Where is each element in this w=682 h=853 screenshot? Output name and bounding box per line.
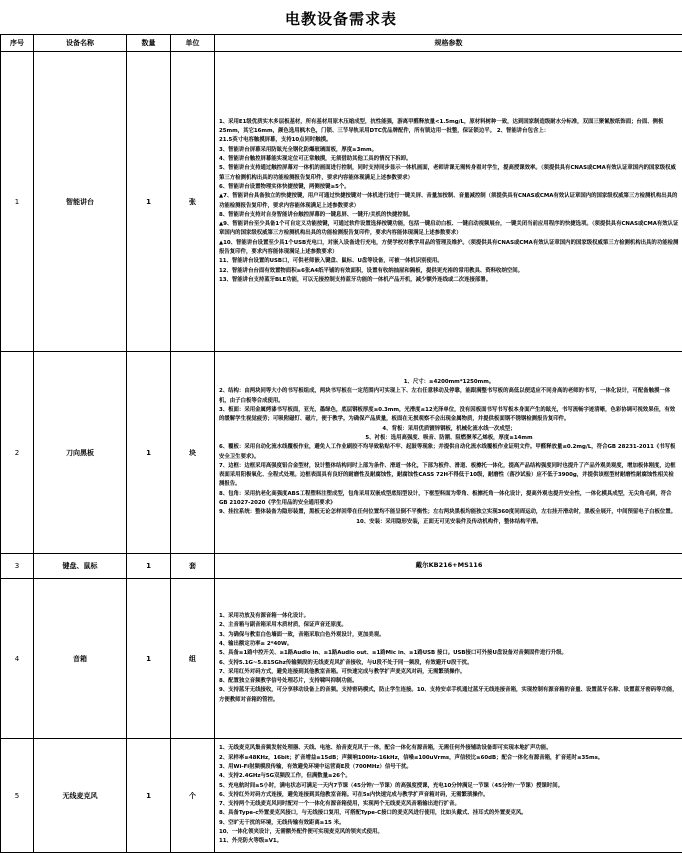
spec-line: 9、空旷无干扰的环境，无线传输有效距离≥15 米。 — [219, 819, 679, 828]
row-name: 音箱 — [34, 579, 127, 739]
spec-line: 2、采样率≥48KHz，16bit；扩音增益≥15dB；声频响100Hz-16kHz，信噪≤100uVrms，声信较比≥60dB；配合一体化有源音箱，扩音延时≤35ms。 — [219, 754, 679, 763]
table-row — [1, 352, 682, 554]
header-no: 序号 — [1, 35, 34, 52]
row-qty: 1 — [127, 554, 171, 579]
table-row — [1, 579, 682, 739]
header-name: 设备名称 — [34, 35, 127, 52]
spec-line: ▲7、智能讲台具备独立的快捷按键，用户可通过快捷按键对一体机进行进行一键关屏、音量加按制、音量减控制（须提供具有CNAS或CMA有效认证章国内的国家级权威第三方检测机构出具的功能检测报告复印件，要求内容能体现满足上述参数要求） — [219, 192, 679, 211]
spec-line: 2、结构：由两块同等大小的书写板组成，两块书写板在一定范围内可实现上下、左右任意移动及停靠，能跟满整书写板的高低以便适应不同身高的老师的书写，一体化设计，可配备触摸一体机，由子白板等合成使用。 — [219, 387, 679, 406]
spec-line: 6、覆板：采用自动化流水线覆板作业，避免人工作业刷胶不均导致粘贴不牢、起鼓等现象；并提供自动化流水线覆板作业证明文件。甲醛释放量≤0.2mg/L，符合GB 28231-2011《书写板安全卫生要求》。 — [219, 443, 679, 462]
page-title: 电教设备需求表 — [0, 8, 682, 29]
spec-line: 8、包角：采用抗老化高强度ABS工程塑料注塑成型，包角采用双嵌成型底铝型设计，下框型料面为带角、板擦托角一体化设计，提高外观也提升安全性，一体化模具成型，无尖角毛刺，符合GB 21027-2020《学生用品的安全通用要求》 — [219, 490, 679, 509]
spec-line: 1、无线麦克风集音频发射处理器、天线、电池、拾音麦克风于一体，配合一体化有源音箱，无需任何外接辅助设备即可实现本地扩声功能。 — [219, 744, 679, 753]
header-spec: 规格参数 — [215, 35, 682, 52]
spec-line: 10、安装：采用隐形安装，正面无可见安装件及传动机构件，整体结构平滑。 — [219, 518, 679, 527]
spec-line: 6、支持5.1G~5.815Ghz传输频段的无线麦克风扩音接收，与U段不处于同一频段，有效避开U段干扰。 — [219, 659, 679, 668]
row-spec — [215, 739, 682, 853]
row-name: 智能讲台 — [34, 52, 127, 352]
spec-line: 9、挂拉系统：整体装备为隐形装置，黑板无论怎样回带在任何位置均不能呈倒不平衡性；左右两块黑板均能独立实现360度同周运动，左右挂开滑动时，黑板全展开，中间预留电子白板位置。 — [219, 508, 679, 517]
spec-line: 5、具备≥1路中控开关、≥1路Audio in、≥1路Audio out、≥1路Mic in、≥1路USB 接口。USB接口可外接U盘设备对音频固件进行升级。 — [219, 649, 679, 658]
row-name: 刀向黑板 — [34, 352, 127, 554]
spec-line: ▲9、智能讲台至少具备1个可自定义功能按键，可通过软件设置选择按键功能，包括一键启动白板、一键启动视频展台，一键关闭当前应用程序的快捷选项。（须提供具有CNAS或CMA有效认证章国内的国家级权威第三方检测机构出具的功能检测报告复印件，要求内容能体现满足上述参数要求） — [219, 220, 679, 239]
spec-line: 12、智能讲台台面有效置物面积≥6张A4纸平铺的有效面积，设置有收纳抽屉和隔板，提供更充裕的常用教具、资料收纳空间。 — [219, 267, 679, 276]
spec-line: 10、一体化领夹设计，无需额外配件便可实现麦克风的领夹式使用。 — [219, 828, 679, 837]
spec-line: 13、智能讲台支持蓝牙BLE功能，可以无接控制支持蓝牙功能的一体机产品开机，减少额外连线或二次连接部署。 — [219, 276, 679, 285]
spec-line: 1、尺寸：≥4200mm*1250mm。 — [219, 378, 679, 387]
row-qty: 1 — [127, 352, 171, 554]
spec-line: 6、智能讲台设置物理实体快捷按键，两侧按键≥5个。 — [219, 183, 679, 192]
spec-line: 4、背板：采用优质镀锌钢板，机械化流水线一次成型； — [219, 425, 679, 434]
row-qty: 1 — [127, 579, 171, 739]
row-unit: 套 — [171, 554, 215, 579]
header-unit: 单位 — [171, 35, 215, 52]
row-no: 4 — [1, 579, 34, 739]
spec-line: 4、支持2.4GHz与5G双频段工作，但满数量≥26个。 — [219, 772, 679, 781]
spec-line: 8、配置独立音频教学信号处理芯片，支持啸叫抑制功能。 — [219, 677, 679, 686]
spec-line: 4、输出额定功率≥ 2*40W。 — [219, 640, 679, 649]
spec-line: 11、外壳防火等级≥V1。 — [219, 837, 679, 846]
row-unit: 个 — [171, 739, 215, 853]
header-row — [1, 35, 682, 52]
spec-line: 4、智能讲台触控屏幕能实现定位可正常触摸，无须借助其他工具的情况下拆卸。 — [219, 155, 679, 164]
row-no: 2 — [1, 352, 34, 554]
row-no: 1 — [1, 52, 34, 352]
header-qty: 数量 — [127, 35, 171, 52]
spec-line: 9、支持蓝牙无线接收，可分享移动设备上的音频。支持密码模式，防止学生连接。10、支持安卓手机通过蓝牙无线连接音箱，实现控制有源音箱的音量、设置蓝牙名称、设置蓝牙密码等功能，方便教师对音箱的管控。 — [219, 686, 679, 705]
table-row — [1, 52, 682, 352]
spec-line: 6、支持红外对码方式连接，避免连接到其他教室音箱。可在5s内快速完成与教学扩声音箱对码，无需繁琐操作。 — [219, 791, 679, 800]
row-spec — [215, 352, 682, 554]
table-row — [1, 554, 682, 579]
row-spec — [215, 52, 682, 352]
spec-line: 11、智能讲台设置的USB口，可供老师嵌入键盘、鼠标、U盘等设备，可被一体机识别使用。 — [219, 257, 679, 266]
spec-line: 7、边框：边框采用高强度铝合金型材，设计整体结构同时上部为条件、滑道一体化，下部为板件、滑道、板擦托一体化，提高产品结构强度同时也提升了产品外观美观度，增加板体刚度，边框表面采用阳极氧化、全程式处理。边框表面具有良好的耐磨性及耐腐蚀性，耐腐蚀性CASS 72H不得低于10级，耐磨性（落沙试验）应不低于3900g，并提供该框型材耐磨性耐腐蚀性相关检测报告。 — [219, 462, 679, 490]
spec-line: 5、智能讲台支持通过触控屏幕对一体机的画面进行控制，同时支持同步显示一体机画面，老师讲课无需转身看对学生，提高授课效率。（须提供具有CNAS或CMA有效认证章国内的国家级权威第三方检测机构出具的功能检测报告复印件，要求内容能体现满足上述参数要求） — [219, 164, 679, 183]
row-spec: 戴尔KB216+MS116 — [215, 554, 682, 579]
spec-line: ▲10、智能讲台设置至少具1个USB充电口，对嵌入设备进行充电，方便学校对教学用品的管理及维护。（须提供具有CNAS或CMA有效认证章国内的国家级权威第三方检测机构出具的功能检测报告复印件，要求内容能体现满足上述参数要求） — [219, 239, 679, 258]
row-unit: 块 — [171, 352, 215, 554]
row-qty: 1 — [127, 52, 171, 352]
row-name: 无线麦克风 — [34, 739, 127, 853]
row-no: 5 — [1, 739, 34, 853]
row-unit: 组 — [171, 579, 215, 739]
spec-line: 1、采用E1级优质实木多层板基材，所有基材用原木压缩成型，抗性能强，游离甲醛释放量<1.5mg/L，原材料树种一致，达到国家制造级耐水分标准，双面三聚氰胺纸饰面；台面、侧板25mm，其它16mm，颜色选用枫木色，门锁、三节导轨采用DTC优品牌配件，所有锁边用一批整，保证锁边平。 2、智能讲台包含上： — [219, 118, 679, 137]
row-no: 3 — [1, 554, 34, 579]
row-unit: 张 — [171, 52, 215, 352]
spec-line: 7、支持两个无线麦克风同时配对一个一体化有源音箱使用，实现两个无线麦克风音箱输出进行扩音。 — [219, 800, 679, 809]
spec-line: 3、用Wi-Fi射频模段传输，有效避免环境中运营商E段（700MHz）信号干扰。 — [219, 763, 679, 772]
spec-line: 5、充电航时间≥5小时，满电状态可满足一天内7节课（45分钟/一节课）的高强度授课，充电10分钟满足一节课（45分钟/一节课）授课时间。 — [219, 782, 679, 791]
row-spec — [215, 579, 682, 739]
spec-line: 7、采用红外对码方式，避免连接到其他教室音箱。可快速完成与教学扩声麦克风对码，无需繁琐操作。 — [219, 668, 679, 677]
spec-line: 8、智能讲台支持对自身智能讲台触控屏幕的一键息屏、一键开/关机的快捷控制。 — [219, 211, 679, 220]
spec-line: 3、为确保与教室白色墙面一致，音箱采取白色外观设计，更加美观。 — [219, 631, 679, 640]
equipment-table — [0, 34, 682, 853]
spec-line: 8、具备Type-c外置麦克风接口，与无线接口复用，可搭配Type-C接口的麦克风进行使用，比如头戴式、挂耳式的外置麦克风。 — [219, 809, 679, 818]
spec-line: 3、智能讲台屏幕采用防眩光全钢化防爆玻璃面板，厚度≥3mm。 — [219, 146, 679, 155]
spec-line: 21.5英寸电容触摸屏幕，支持10点同时触摸。 — [219, 136, 679, 145]
title-row — [0, 0, 682, 34]
spec-line: 5、衬板：选用高强度、吸音、防潮、阻燃聚苯乙烯板，厚度≥14mm — [219, 434, 679, 443]
spec-line: 1、采用功放及有源音箱一体化设计。 — [219, 612, 679, 621]
spec-line: 3、板面：采用金属烤漆书写板面，亚光，墨绿色，底层钢板厚度≥0.3mm，光滑度≤12光泽单位，没有因板面书写书写板本身面产生的眩光，书写流畅字迹清晰，色彩协调可视效果佳，有效的缓解学生视觉疲劳；可吸附磁钉、磁片，便于教学。为确保产品质量，板面在无损观察不会出现金属物质，并提供板面钢不锈钢检测报告复印件。 — [219, 406, 679, 425]
spec-line: 2、主音箱与副音箱采用木质材质，保证声音还原度。 — [219, 621, 679, 630]
row-name: 键盘、鼠标 — [34, 554, 127, 579]
row-qty: 1 — [127, 739, 171, 853]
table-row — [1, 739, 682, 853]
